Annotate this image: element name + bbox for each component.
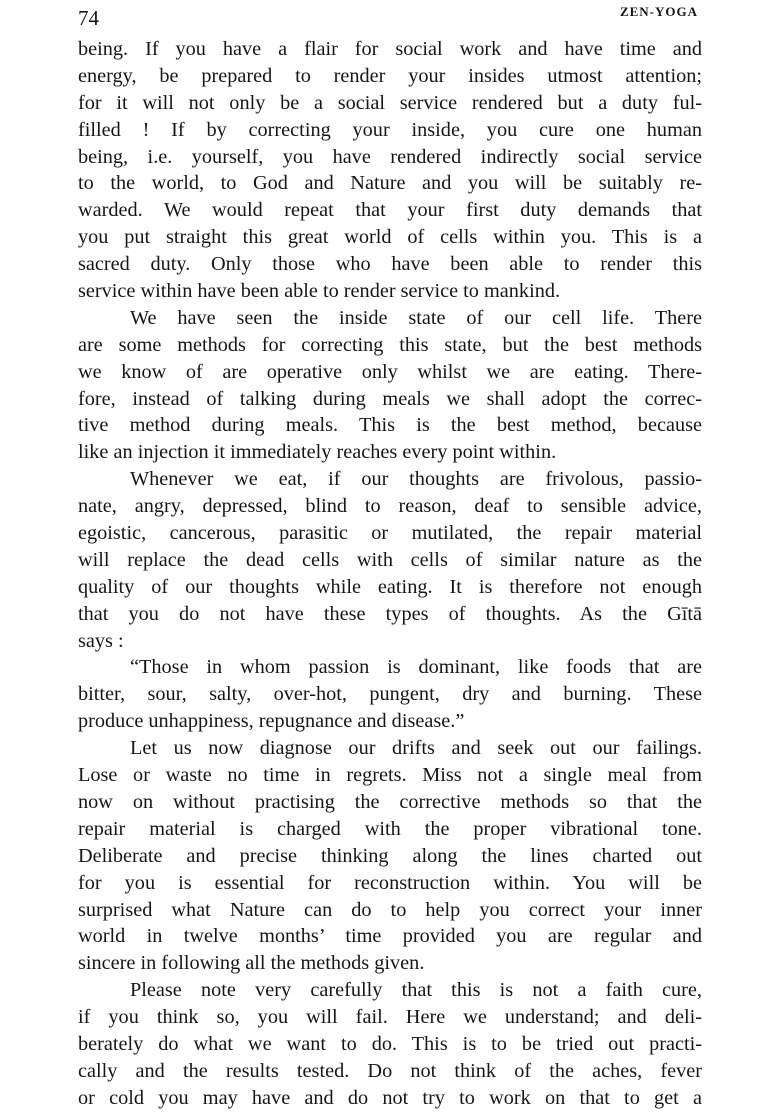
text-line: egoistic, cancerous, parasitic or mutilated, the repair material	[78, 522, 702, 545]
text-line: Deliberate and precise thinking along the lines charted out	[78, 844, 702, 867]
text-line: are some methods for correcting this state, but the best methods	[78, 333, 702, 356]
text-line: “Those in whom passion is dominant, like foods that are	[130, 656, 702, 679]
text-line: Lose or waste no time in regrets. Miss not a single meal from	[78, 764, 702, 787]
text-line: being. If you have a flair for social work and have time and	[78, 38, 702, 60]
text-line: we know of are operative only whilst we are eating. There-	[78, 360, 702, 383]
body-text	[78, 36, 702, 1112]
text-line: if you think so, you will fail. Here we understand; and deli-	[78, 1006, 702, 1029]
text-line: warded. We would repeat that your first duty demands that	[78, 199, 702, 222]
text-line: for you is essential for reconstruction within. You will be	[78, 871, 702, 894]
text-line: being, i.e. yourself, you have rendered indirectly social service	[78, 145, 702, 168]
text-line: quality of our thoughts while eating. It is therefore not enough	[78, 575, 702, 598]
text-line: repair material is charged with the proper vibrational tone.	[78, 817, 702, 840]
text-line: cally and the results tested. Do not think of the aches, fever	[78, 1059, 702, 1082]
text-line: We have seen the inside state of our cell life. There	[130, 306, 702, 329]
text-line: sincere in following all the methods given.	[78, 952, 425, 975]
text-line: for it will not only be a social service rendered but a duty ful-	[78, 91, 702, 114]
text-line: produce unhappiness, repugnance and disease.”	[78, 710, 465, 733]
text-line: nate, angry, depressed, blind to reason, deaf to sensible advice,	[78, 495, 702, 518]
text-line: now on without practising the corrective methods so that the	[78, 790, 702, 813]
text-line: energy, be prepared to render your insides utmost attention;	[78, 64, 702, 87]
text-line: berately do what we want to do. This is to be tried out practi-	[78, 1032, 702, 1055]
text-line: or cold you may have and do not try to work on that to get a	[78, 1086, 702, 1109]
page-header	[78, 2, 698, 32]
text-line: sacred duty. Only those who have been able to render this	[78, 253, 702, 276]
text-line: bitter, sour, salty, over-hot, pungent, dry and burning. These	[78, 683, 702, 706]
page-number: 74	[78, 6, 99, 30]
text-line: that you do not have these types of thoughts. As the Gītā	[78, 602, 702, 625]
text-line: like an injection it immediately reaches every point within.	[78, 441, 557, 464]
text-line: service within have been able to render service to mankind.	[78, 280, 561, 303]
text-line: Please note very carefully that this is not a faith cure,	[130, 979, 702, 1002]
text-line: Whenever we eat, if our thoughts are frivolous, passio-	[130, 468, 702, 491]
text-line: tive method during meals. This is the best method, because	[78, 414, 702, 437]
text-line: says :	[78, 629, 124, 652]
text-line: filled ! If by correcting your inside, you cure one human	[78, 118, 702, 141]
text-line: surprised what Nature can do to help you correct your inner	[78, 898, 702, 921]
text-line: world in twelve months’ time provided you are regular and	[78, 925, 702, 948]
text-line: will replace the dead cells with cells of similar nature as the	[78, 548, 702, 571]
text-line: to the world, to God and Nature and you will be suitably re-	[78, 172, 702, 195]
text-line: you put straight this great world of cells within you. This is a	[78, 226, 702, 249]
text-line: Let us now diagnose our drifts and seek out our failings.	[130, 737, 702, 760]
running-head: ZEN-YOGA	[619, 4, 698, 19]
text-line: fore, instead of talking during meals we shall adopt the correc-	[78, 387, 702, 410]
